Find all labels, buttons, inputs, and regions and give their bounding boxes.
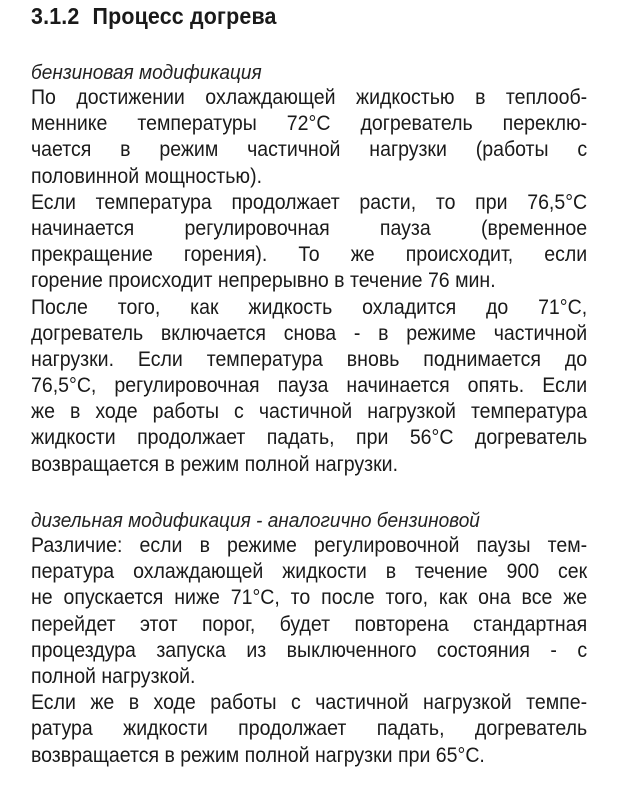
section-number: 3.1.2 [31,3,80,29]
text-line: возвращается в режим полной нагрузки при 65°C. [31,743,485,767]
text-line: начинается регулировочная пауза (временное [31,216,588,240]
petrol-section [31,61,588,478]
diesel-subheading: дизельная модификация - аналогично бензиновой [31,509,480,532]
text-line: По достижении охлаждающей жидкостью в теплооб- [31,86,588,109]
section-title: Процесс догрева [92,3,277,29]
text-line: Если температура продолжает расти, то при 76,5°C [31,190,588,214]
text-line: процездура запуска из выключенного состояния - с [31,638,588,662]
text-line: меннике температуры 72°C догреватель переклю- [31,112,588,136]
text-line: жидкости продолжает падать, при 56°C догреватель [31,426,588,450]
text-line: ратура жидкости продолжает падать, догреватель [31,717,588,741]
text-line: нагрузки. Если температура вновь поднимается до [31,347,588,371]
section-heading [31,3,277,30]
text-line: 76,5°C, регулировочная пауза начинается опять. Если [31,374,588,398]
diesel-section [31,509,588,769]
text-line: не опускается ниже 71°C, то после того, как она все же [31,586,588,610]
text-line: перейдет этот порог, будет повторена стандартная [31,612,588,636]
petrol-paragraph-3 [31,295,587,478]
text-line: возвращается в режим полной нагрузки. [31,452,399,476]
text-line: чается в режим частичной нагрузки (работы с [31,138,588,162]
text-line: догреватель включается снова - в режиме частичной [31,321,588,345]
petrol-paragraph-1 [31,85,587,190]
text-line: горение происходит непрерывно в течение 76 мин. [31,269,496,293]
text-line: Если же в ходе работы с частичной нагрузкой темпе- [31,691,588,715]
text-line: Различие: если в режиме регулировочной паузы тем- [31,534,588,557]
text-line: же в ходе работы с частичной нагрузкой температура [31,400,588,424]
petrol-paragraph-2 [31,190,587,295]
text-line: пература охлаждающей жидкости в течение 900 сек [31,560,588,584]
text-line: прекращение горения). То же происходит, если [31,243,588,267]
text-line: После того, как жидкость охладится до 71°C, [31,295,588,319]
text-line: полной нагрузкой. [31,664,196,688]
text-line: половинной мощностью). [31,164,263,188]
petrol-subheading: бензиновая модификация [31,61,262,84]
diesel-paragraph-2 [31,690,587,769]
diesel-paragraph-1 [31,533,587,690]
